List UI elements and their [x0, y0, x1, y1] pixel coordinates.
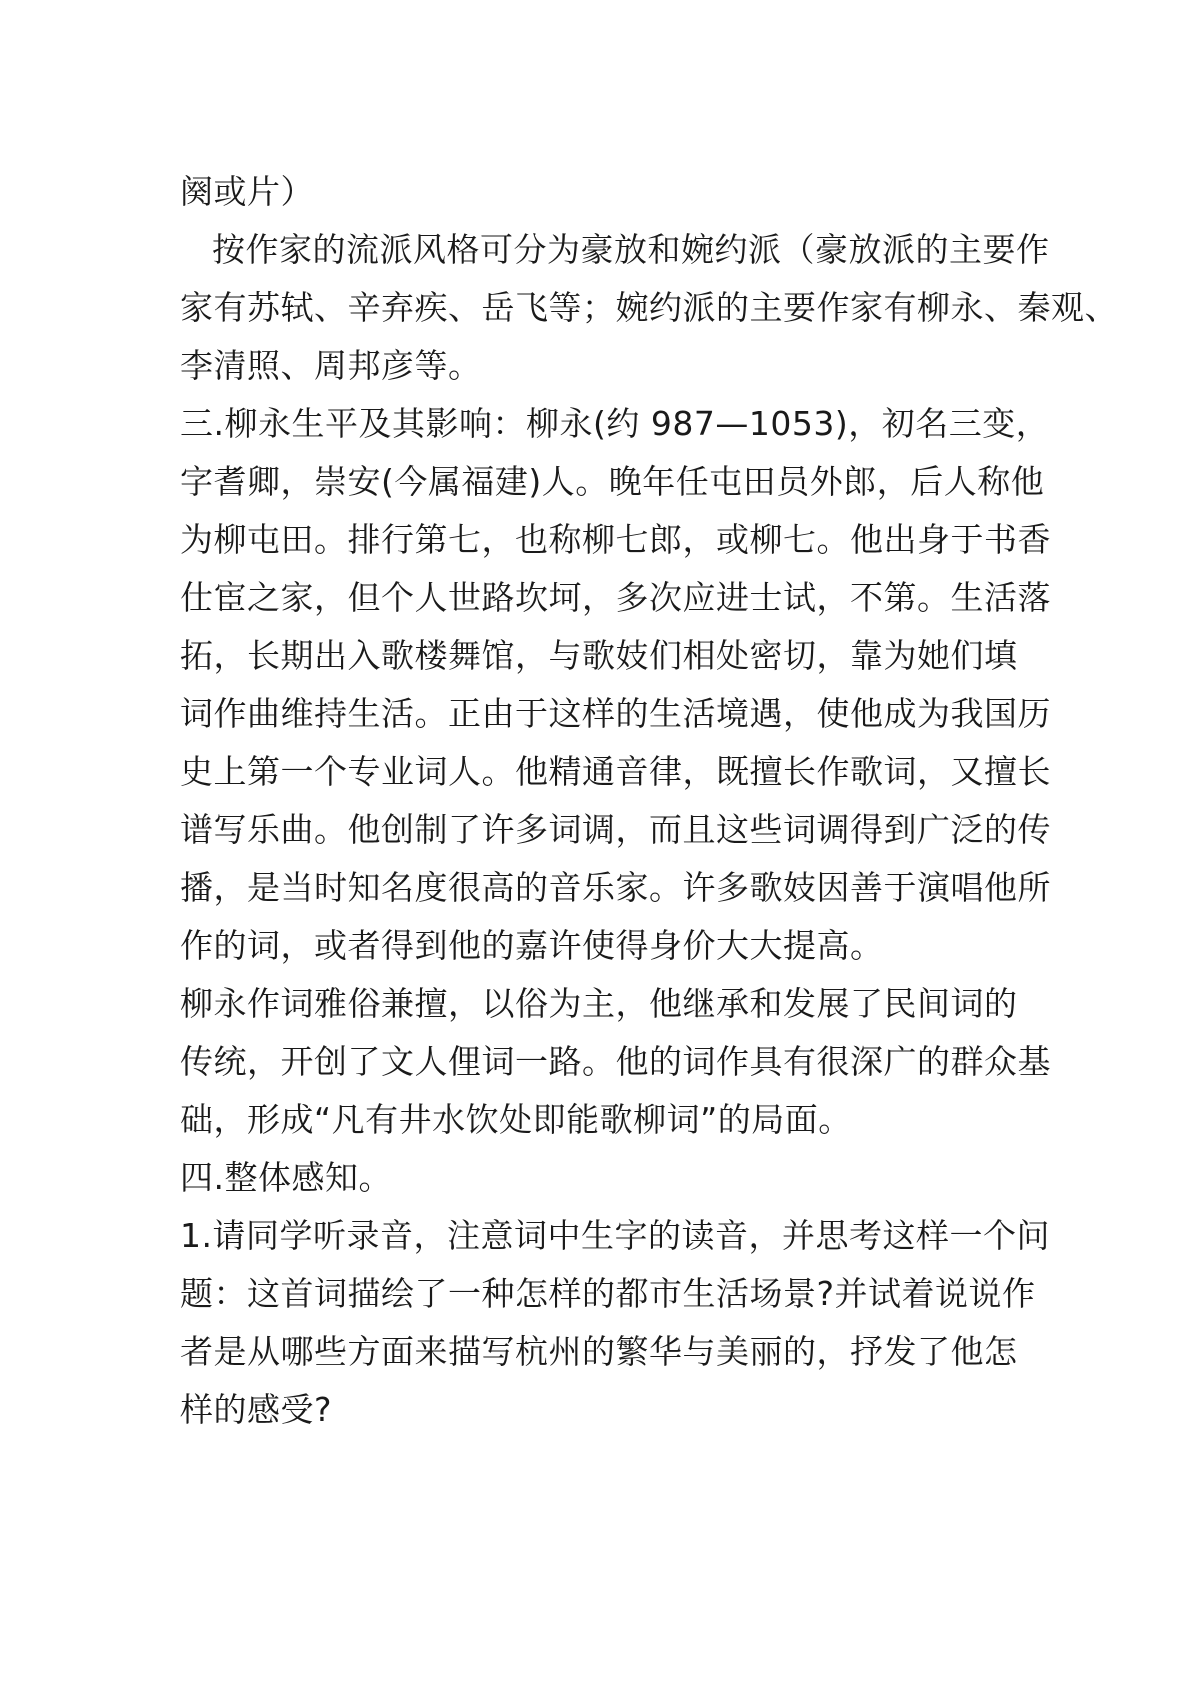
text-line: 传统，开创了文人俚词一路。他的词作具有很深广的群众基 [180, 1042, 1051, 1081]
text-line: 拓，长期出入歌楼舞馆，与歌妓们相处密切，靠为她们填 [180, 636, 1018, 675]
question-line: 题：这首词描绘了一种怎样的都市生活场景?并试着说说作 [180, 1274, 1036, 1313]
text-line: 家有苏轼、辛弃疾、岳飞等；婉约派的主要作家有柳永、秦观、 [180, 288, 1118, 327]
text-line: 阕或片） [180, 172, 314, 211]
text-line: 李清照、周邦彦等。 [180, 346, 482, 385]
text-line: 柳永作词雅俗兼擅，以俗为主，他继承和发展了民间词的 [180, 984, 1018, 1023]
text-line: 按作家的流派风格可分为豪放和婉约派（豪放派的主要作 [212, 230, 1050, 269]
question-line: 1.请同学听录音，注意词中生字的读音，并思考这样一个问 [180, 1216, 1050, 1255]
text-line: 字耆卿，崇安(今属福建)人。晚年任屯田员外郎，后人称他 [180, 462, 1045, 501]
text-line: 词作曲维持生活。正由于这样的生活境遇，使他成为我国历 [180, 694, 1051, 733]
text-line: 播，是当时知名度很高的音乐家。许多歌妓因善于演唱他所 [180, 868, 1051, 907]
section-heading: 四.整体感知。 [180, 1158, 392, 1197]
question-line: 者是从哪些方面来描写杭州的繁华与美丽的，抒发了他怎 [180, 1332, 1018, 1371]
question-line: 样的感受? [180, 1390, 333, 1429]
text-line: 谱写乐曲。他创制了许多词调，而且这些词调得到广泛的传 [180, 810, 1051, 849]
section-heading: 三.柳永生平及其影响：柳永(约 987—1053)，初名三变， [180, 404, 1050, 443]
text-line: 仕宦之家，但个人世路坎坷，多次应进士试，不第。生活落 [180, 578, 1051, 617]
text-line: 作的词，或者得到他的嘉许使得身价大大提高。 [180, 926, 884, 965]
text-line: 为柳屯田。排行第七，也称柳七郎，或柳七。他出身于书香 [180, 520, 1051, 559]
text-line: 础，形成“凡有井水饮处即能歌柳词”的局面。 [180, 1100, 852, 1139]
text-line: 史上第一个专业词人。他精通音律，既擅长作歌词，又擅长 [180, 752, 1051, 791]
